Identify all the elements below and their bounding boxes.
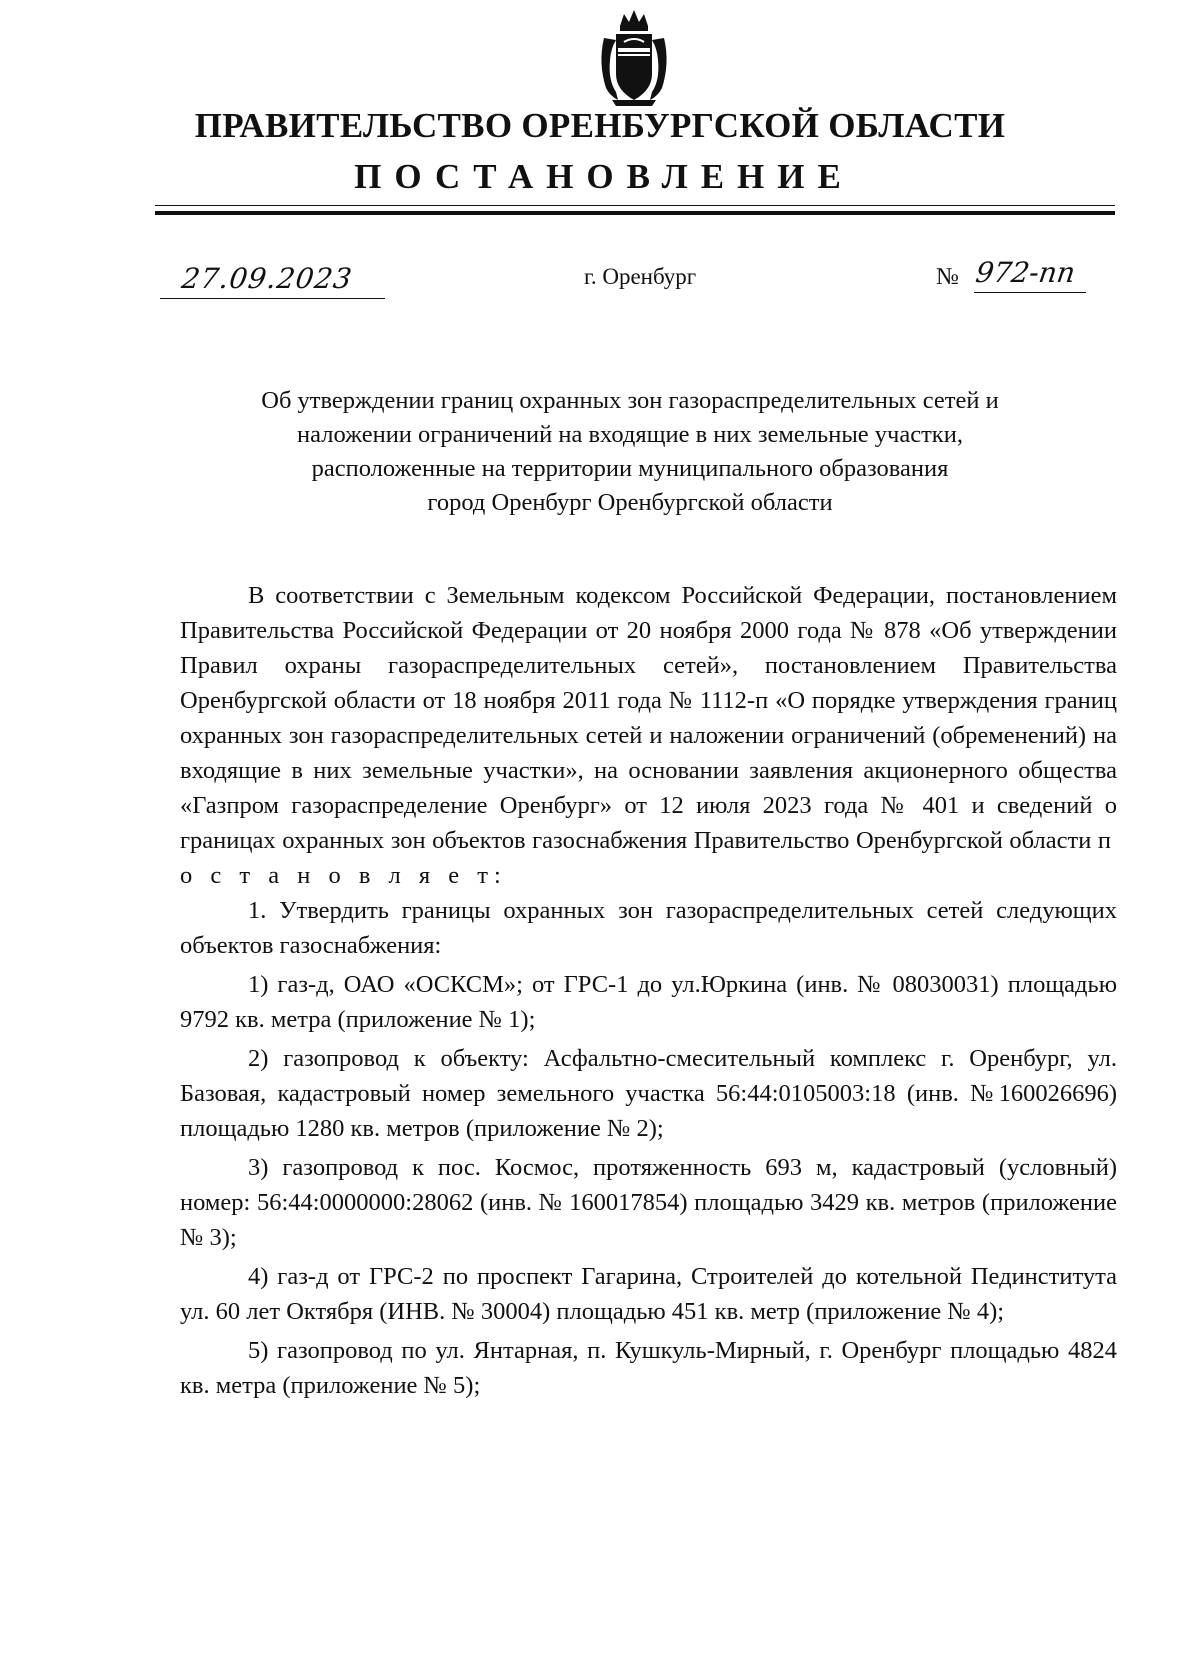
header-divider-thin — [155, 205, 1115, 206]
document-number — [936, 258, 1116, 292]
preamble-text: В соответствии с Земельным кодексом Российской Федерации, постановлением Правительства Российской Федерации от 20 ноября 2000 года № 878 «Об утверждении Правил охраны газораспределительных сетей», постановлением Правительства Оренбургской области от 18 ноября 2011 года № 1112-п «О порядке утверждения границ охранных зон газораспределительных сетей и наложении ограничений (обременений) на входящие в них земельные участки», на основании заявления акционерного общества «Газпром газораспределение Оренбург» от 12 июля 2023 года № 401 и сведений о границах охранных зон объектов газоснабжения Правительство Оренбургской области — [180, 582, 1117, 854]
handwritten-date: 27.09.2023 — [179, 262, 355, 295]
date-underline — [160, 298, 385, 299]
list-item: 1) газ-д, ОАО «ОСКСМ»; от ГРС-1 до ул.Юркина (инв. № 08030031) площадью 9792 кв. метра (приложение № 1); — [180, 971, 1117, 1033]
government-title: ПРАВИТЕЛЬСТВО ОРЕНБУРГСКОЙ ОБЛАСТИ — [194, 106, 1006, 145]
document-type-title: ПОСТАНОВЛЕНИЕ — [354, 157, 854, 196]
list-item: 5) газопровод по ул. Янтарная, п. Кушкуль-Мирный, г. Оренбург площадью 4824 кв. метра (приложение № 5); — [180, 1337, 1117, 1399]
handwritten-number: 972-пп — [973, 256, 1078, 289]
number-underline — [974, 292, 1086, 293]
point-paragraph: 1. Утвердить границы охранных зон газораспределительных сетей следующих объектов газоснабжения: — [180, 897, 1117, 959]
number-sign: № — [936, 264, 959, 290]
coat-of-arms-emblem — [596, 8, 672, 108]
header-divider-thick — [155, 211, 1115, 215]
document-body — [180, 578, 1117, 1403]
resolves-word: п о с т а н о в л я е т: — [180, 827, 1118, 889]
document-subject — [150, 384, 1110, 520]
document-date — [160, 262, 380, 298]
subject-line: наложении ограничений на входящие в них земельные участки, — [297, 421, 963, 448]
list-item: 4) газ-д от ГРС-2 по проспект Гагарина, Строителей до котельной Пединститута ул. 60 лет Октября (ИНВ. № 30004) площадью 451 кв. метр (приложение № 4); — [180, 1263, 1117, 1325]
list-item: 3) газопровод к пос. Космос, протяженность 693 м, кадастровый (условный) номер: 56:44:0000000:28062 (инв. № 160017854) площадью 3429 кв. метров (приложение № 3); — [180, 1154, 1117, 1251]
preamble-paragraph — [180, 578, 1117, 893]
subject-line: Об утверждении границ охранных зон газораспределительных сетей и — [261, 387, 999, 414]
subject-line: город Оренбург Оренбургской области — [427, 489, 833, 516]
list-item: 2) газопровод к объекту: Асфальтно-смесительный комплекс г. Оренбург, ул. Базовая, кадастровый номер земельного участка 56:44:0105003:18 (инв. №160026696) площадью 1280 кв. метров (приложение № 2); — [180, 1045, 1117, 1142]
subject-line: расположенные на территории муниципального образования — [311, 455, 949, 482]
city-label: г. Оренбург — [584, 264, 697, 289]
